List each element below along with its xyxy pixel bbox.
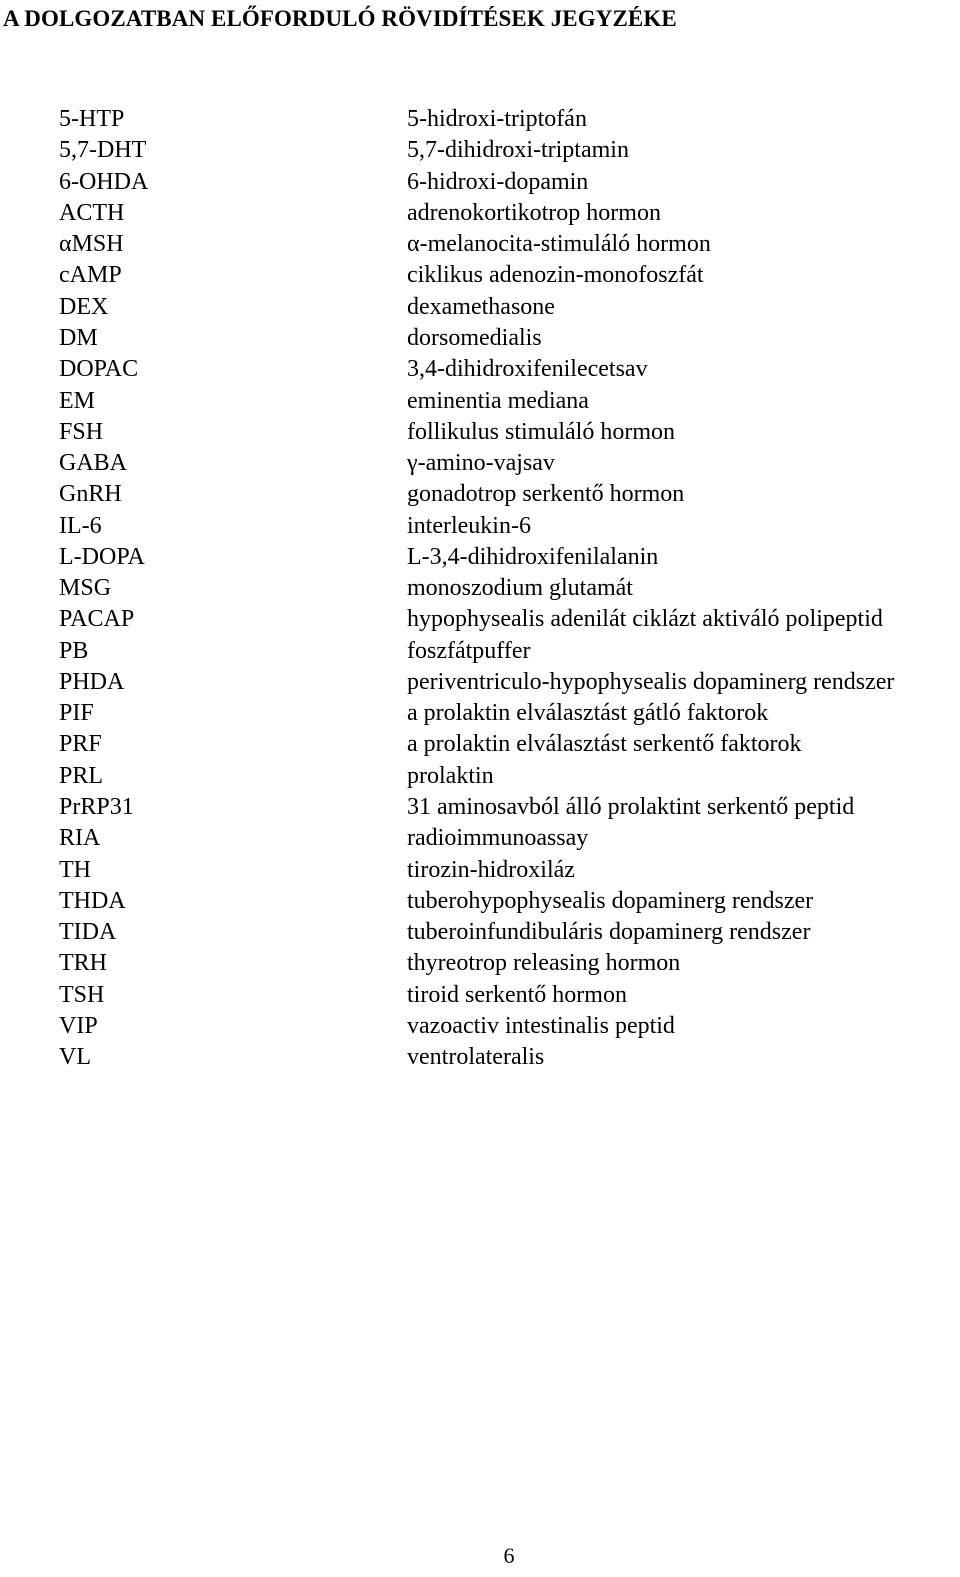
abbreviation-definition: α-melanocita-stimuláló hormon (407, 231, 711, 258)
list-item (59, 167, 959, 198)
page-title: A DOLGOZATBAN ELŐFORDULÓ RÖVIDÍTÉSEK JEGYZÉKE (3, 6, 677, 31)
list-item (59, 917, 959, 948)
abbreviation-term: TH (59, 856, 91, 883)
abbreviation-definition: foszfátpuffer (407, 637, 531, 664)
list-item (59, 385, 959, 416)
abbreviation-definition: prolaktin (407, 762, 494, 789)
abbreviation-definition: eminentia mediana (407, 387, 589, 414)
list-item (59, 104, 959, 135)
list-item (59, 729, 959, 760)
abbreviation-definition: gonadotrop serkentő hormon (407, 481, 685, 508)
abbreviation-definition: monoszodium glutamát (407, 575, 633, 602)
abbreviation-definition: periventriculo-hypophysealis dopaminerg rendszer (407, 668, 895, 695)
abbreviation-term: PRF (59, 731, 102, 758)
abbreviation-definition: tuberohypophysealis dopaminerg rendszer (407, 887, 814, 914)
list-item (59, 542, 959, 573)
abbreviation-term: αMSH (59, 231, 124, 258)
list-item (59, 479, 959, 510)
abbreviation-term: GnRH (59, 481, 122, 508)
abbreviation-term: IL-6 (59, 512, 102, 539)
abbreviation-definition: hypophysealis adenilát ciklázt aktiváló polipeptid (407, 606, 883, 633)
abbreviation-definition: dexamethasone (407, 293, 555, 320)
abbreviation-term: 6-OHDA (59, 168, 149, 195)
abbreviation-list (59, 104, 959, 1073)
abbreviation-definition: 6-hidroxi-dopamin (407, 168, 589, 195)
abbreviation-definition: ventrolateralis (407, 1044, 545, 1071)
abbreviation-term: PRL (59, 762, 104, 789)
abbreviation-term: TRH (59, 950, 107, 977)
abbreviation-term: PACAP (59, 606, 135, 633)
abbreviation-term: PB (59, 637, 89, 664)
abbreviation-term: DM (59, 324, 98, 351)
abbreviation-definition: 5,7-dihidroxi-triptamin (407, 137, 629, 164)
abbreviation-term: PrRP31 (59, 793, 134, 820)
list-item (59, 792, 959, 823)
abbreviation-definition: L-3,4-dihidroxifenilalanin (407, 543, 659, 570)
abbreviation-term: ACTH (59, 199, 125, 226)
abbreviation-definition: adrenokortikotrop hormon (407, 199, 661, 226)
abbreviation-definition: tuberoinfundibuláris dopaminerg rendszer (407, 919, 811, 946)
list-item (59, 1042, 959, 1073)
list-item (59, 292, 959, 323)
abbreviation-term: PHDA (59, 668, 125, 695)
abbreviation-definition: vazoactiv intestinalis peptid (407, 1012, 675, 1039)
list-item (59, 323, 959, 354)
abbreviation-definition: follikulus stimuláló hormon (407, 418, 675, 445)
list-item (59, 573, 959, 604)
abbreviation-definition: radioimmunoassay (407, 825, 589, 852)
list-item (59, 260, 959, 291)
abbreviation-term: L-DOPA (59, 543, 145, 570)
list-item (59, 448, 959, 479)
list-item (59, 823, 959, 854)
list-item (59, 1011, 959, 1042)
list-item (59, 854, 959, 885)
abbreviation-term: TIDA (59, 919, 117, 946)
abbreviation-definition: thyreotrop releasing hormon (407, 950, 681, 977)
abbreviation-term: THDA (59, 887, 126, 914)
list-item (59, 667, 959, 698)
abbreviation-definition: a prolaktin elválasztást gátló faktorok (407, 700, 769, 727)
abbreviation-term: MSG (59, 575, 112, 602)
abbreviation-term: FSH (59, 418, 104, 445)
abbreviation-term: cAMP (59, 262, 122, 289)
abbreviation-definition: dorsomedialis (407, 324, 542, 351)
page-number: 6 (503, 1543, 515, 1568)
abbreviation-definition: a prolaktin elválasztást serkentő faktorok (407, 731, 802, 758)
abbreviation-term: GABA (59, 450, 128, 477)
abbreviation-definition: interleukin-6 (407, 512, 531, 539)
list-item (59, 698, 959, 729)
list-item (59, 636, 959, 667)
abbreviation-definition: tiroid serkentő hormon (407, 981, 627, 1008)
abbreviation-definition: 3,4-dihidroxifenilecetsav (407, 356, 648, 383)
abbreviation-term: 5-HTP (59, 106, 125, 133)
abbreviation-term: 5,7-DHT (59, 137, 147, 164)
abbreviation-definition: γ-amino-vajsav (407, 450, 555, 477)
abbreviation-definition: 31 aminosavból álló prolaktint serkentő peptid (407, 793, 855, 820)
list-item (59, 604, 959, 635)
list-item (59, 510, 959, 541)
list-item (59, 229, 959, 260)
list-item (59, 761, 959, 792)
abbreviation-definition: tirozin-hidroxiláz (407, 856, 575, 883)
list-item (59, 198, 959, 229)
abbreviation-term: DOPAC (59, 356, 139, 383)
list-item (59, 886, 959, 917)
list-item (59, 354, 959, 385)
abbreviation-term: DEX (59, 293, 109, 320)
list-item (59, 417, 959, 448)
abbreviation-term: RIA (59, 825, 101, 852)
list-item (59, 979, 959, 1010)
abbreviation-definition: 5-hidroxi-triptofán (407, 106, 587, 133)
list-item (59, 135, 959, 166)
abbreviation-term: PIF (59, 700, 94, 727)
list-item (59, 948, 959, 979)
abbreviation-definition: ciklikus adenozin-monofoszfát (407, 262, 704, 289)
abbreviation-term: VL (59, 1044, 91, 1071)
abbreviation-term: EM (59, 387, 95, 414)
abbreviation-term: VIP (59, 1012, 98, 1039)
abbreviation-term: TSH (59, 981, 105, 1008)
